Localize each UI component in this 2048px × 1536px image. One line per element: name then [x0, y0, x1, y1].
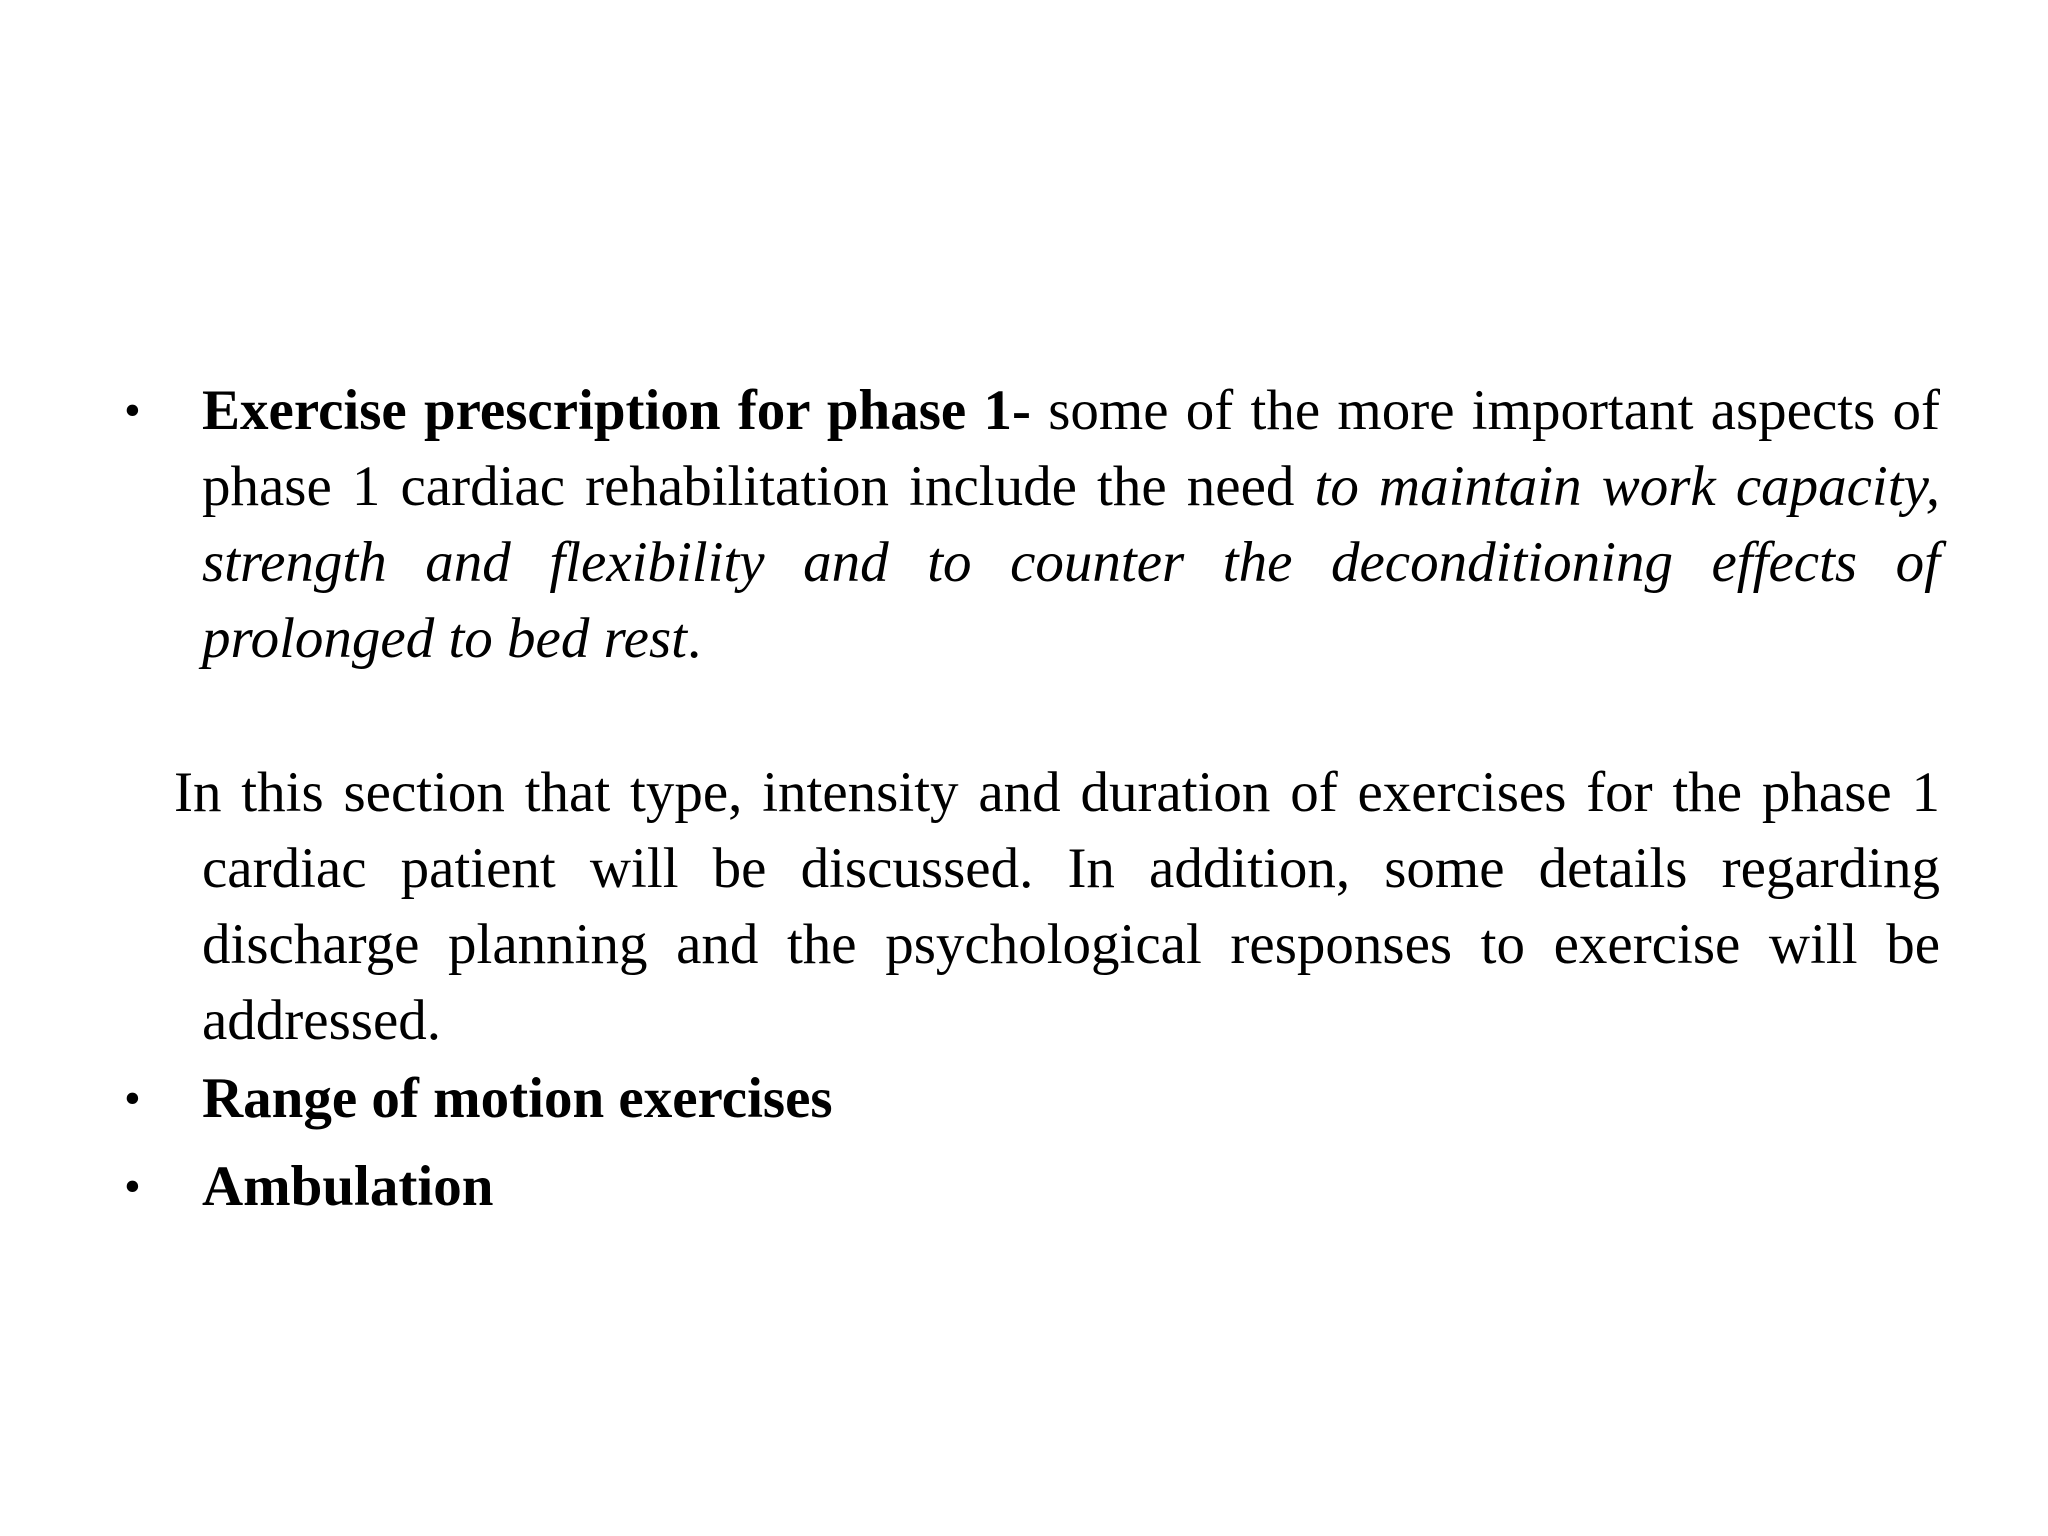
bullet-dot-icon: • — [124, 1072, 141, 1125]
bullet-label: Ambulation — [202, 1155, 494, 1218]
bullet-item-range-of-motion — [120, 1061, 1940, 1137]
bullet-plain-text: some of the more important aspects of phase 1 cardiac rehabilitation include the need — [202, 379, 1940, 518]
bullet-bold-lead: Exercise prescription for phase 1- — [202, 379, 1031, 442]
slide-content — [120, 373, 1940, 1225]
bullet-item-ambulation — [120, 1149, 1940, 1225]
bullet-label: Range of motion exercises — [202, 1067, 833, 1130]
bullet-dot-icon: • — [124, 384, 141, 437]
section-paragraph: In this section that type, intensity and duration of exercises for the phase 1 cardiac patient will be discussed. In addition, some details regarding discharge planning and the psychological responses to exercise will be addressed. — [174, 761, 1940, 1052]
bullet-item-exercise-prescription — [120, 373, 1940, 677]
bullet-end-text: . — [686, 607, 702, 670]
bullet-italic-text: to maintain work capacity, strength and flexibility and to counter the deconditioning effects of prolonged to bed rest — [202, 455, 1941, 670]
bullet-dot-icon: • — [124, 1160, 141, 1213]
